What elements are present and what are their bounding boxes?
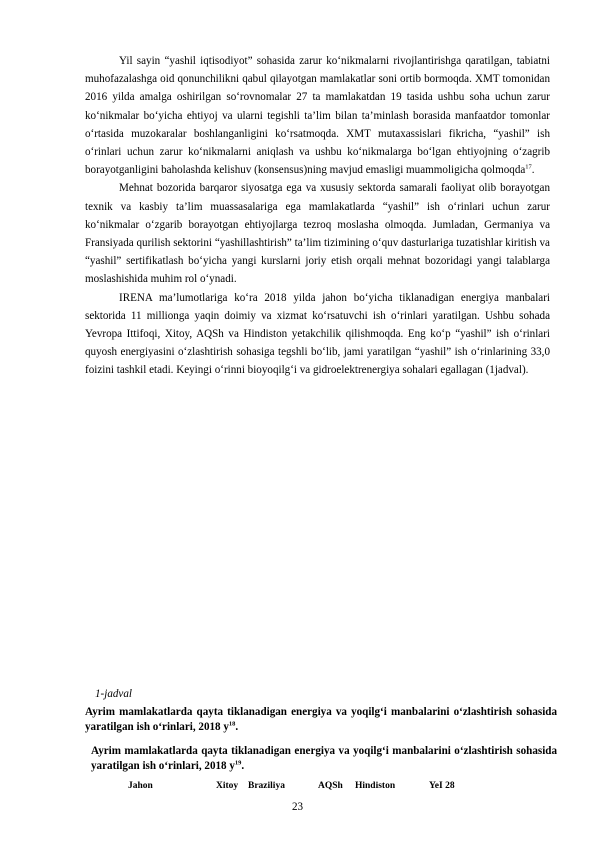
paragraph-3: IRENA ma’lumotlariga ko‘ra 2018 yilda jahon bo‘yicha tiklanadigan energiya manbalari sektorida 11 millionga yaqin doimiy va xizmat ko‘rsatuvchi ish o‘rinlari yaratilgan. Ushbu sohada Yevropa Ittifoqi, Xitoy, AQSh va Hindiston yetakchilik qilishmoqda. Eng ko‘p “yashil” ish o‘rinlari quyosh energiyasini o‘zlashtirish sohasiga tegshli bo‘lib, jami yaratilgan “yashil” ish o‘rinlarining 33,0 foizini tashkil etadi. Keyingi o‘rinni bioyoqilg‘i va gidroelektrenergiya sohalari egallagan (1jadval). — [85, 291, 550, 377]
table-header-xitoy: Xitoy — [216, 781, 239, 791]
table-header-hindiston: Hindiston — [355, 781, 396, 791]
paragraph-1: Yil sayin “yashil iqtisodiyot” sohasida zarur ko‘nikmalarni rivojlantirishga qaratilgan, tabiatni muhofazalashga oid qonunchilikni qabul qilayotgan mamlakatlar soni ortib bormoqda. XMT tomonidan 2016 yilda amalga oshirilgan so‘rovnomalar 27 ta mamlakatdan 19 tasida ushbu soha uchun zarur ko‘nikmalar bo‘yicha ehtiyoj va ularni tegishli ta’lim bilan ta’minlash borasida manfaatdor tomonlar o‘rtasida muzokaralar boshlanganligini ko‘rsatmoqda. XMT mutaxassislari fikricha, “yashil” ish o‘rinlari uchun zarur ko‘nikmalarni aniqlash va ushbu ko‘nikmalarga bo‘lgan ehtiyojning o‘zagrib borayotganligini baholashda kelishuv (konsensus)ning mavjud emasligi muammoligicha qolmoqda$^{17}$. — [85, 55, 550, 177]
table-header-braziliya: Braziliya — [248, 781, 285, 791]
footnote-ref-18: 18 — [228, 720, 236, 728]
page-number: 23 — [291, 801, 304, 813]
table-caption-repeat: Ayrim mamlakatlarda qayta tiklanadigan energiya va yoqilg‘i manbalarini o‘zlashtirish sohasida yaratilgan ish o‘rinlari, 2018 $y^{19}$. — [91, 745, 557, 772]
table-header-yei28: YeI 28 — [429, 781, 455, 791]
footnote-ref-17: 17 — [525, 163, 532, 171]
table-caption-text: Ayrim mamlakatlarda qayta tiklanadigan energiya va yoqilg‘i manbalarini o‘zlashtirish sohasida yaratilgan ish o‘rinlari, 2018 y — [85, 706, 557, 733]
table-caption-repeat-text: Ayrim mamlakatlarda qayta tiklanadigan energiya va yoqilg‘i manbalarini o‘zlashtirish sohasida yaratilgan ish o‘rinlari, 2018 y — [91, 745, 557, 772]
paragraph-2: Mehnat bozorida barqaror siyosatga ega va xususiy sektorda samarali faoliyat olib borayotgan texnik va kasbiy ta’lim muassasalariga ega mamlakatlarda “yashil” ish o‘rinlari uchun zarur ko‘nikmalar o‘zgarib borayotgan ehtiyojlarga tezroq moslasha olmoqda. Jumladan, Germaniya va Fransiyada qurilish sektorini “yashillashtirish” ta’lim tizimining o‘quv dasturlariga tuzatishlar kiritish va “yashil” sertifikatlash bo‘yicha yangi kurslarni joriy etish orqali mehnat bozoridagi yangi talablarga moslashishida muhim rol o‘ynadi. — [85, 182, 550, 286]
table-header-jahon: Jahon — [128, 781, 153, 791]
body-text — [85, 52, 550, 380]
table-header-row — [0, 781, 595, 795]
table-caption: Ayrim mamlakatlarda qayta tiklanadigan energiya va yoqilg‘i manbalarini o‘zlashtirish sohasida yaratilgan ish o‘rinlari, 2018 $y^{18}$. — [85, 706, 557, 733]
table-label: 1-jadval — [95, 688, 132, 700]
footnote-ref-19: 19 — [234, 759, 242, 767]
table-header-aqsh: AQSh — [318, 781, 343, 791]
